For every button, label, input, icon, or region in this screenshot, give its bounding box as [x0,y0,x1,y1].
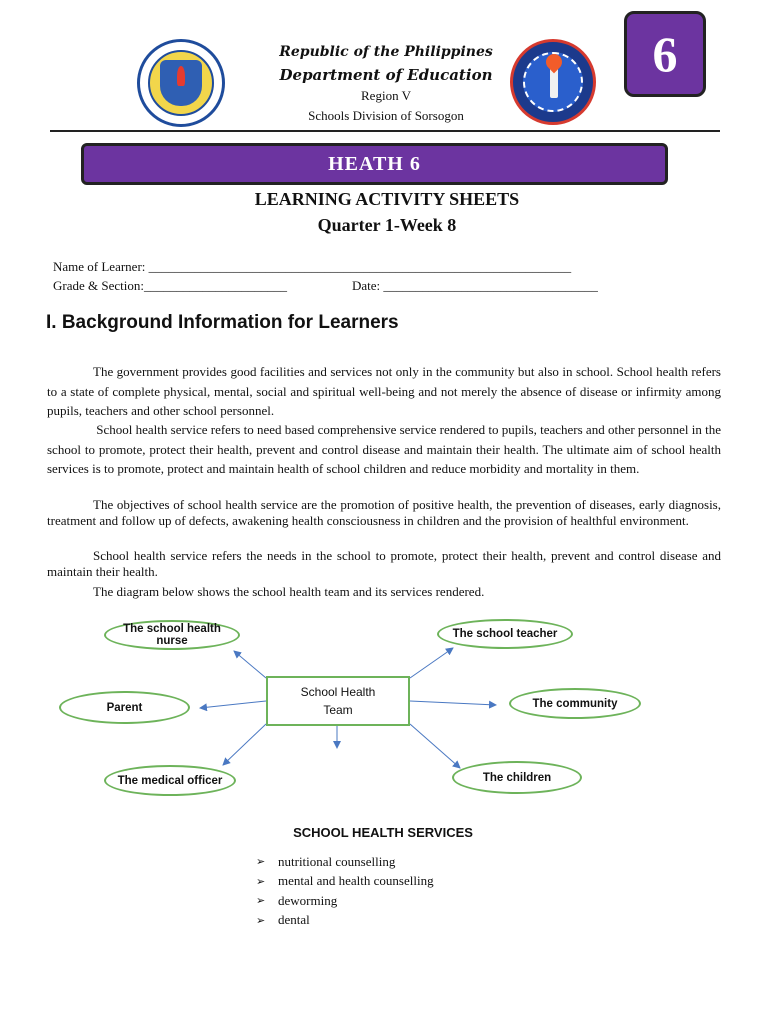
list-item [256,911,434,931]
arrow-to-children [410,724,460,768]
arrow-to-nurse [234,651,266,678]
list-item [256,872,434,892]
service-label: nutritional counselling [278,853,396,869]
list-item [256,852,434,872]
node-medical-officer: The medical officer [104,765,236,796]
paragraph-3-text: The objectives of school health service are the promotion of positive health, the prevention of diseases, early diagnosis, treatment and follow up of defects, awakening health consciousness in children and the provision of healthful environment. [47,497,721,528]
node-children: The children [452,761,582,794]
service-label: mental and health counselling [278,873,434,889]
arrow-bullet-icon: ➢ [256,874,266,888]
learner-name-field: Name of Learner: _________________________________________________________________ [53,259,572,274]
service-label: deworming [278,892,338,908]
paragraph-1-text: The government provides good facilities and services not only in the community but also in school. School health refers to a state of complete physical, mental, social and spiritual well-being and not merely the absence of disease or infirmity among pupils, teachers and other school personnel. [47,364,721,418]
paragraph-5-text: The diagram below shows the school health team and its services rendered. [93,584,485,599]
grade-number-badge: 6 [624,11,706,97]
arrow-to-parent [200,701,266,708]
quarter-title: Quarter 1-Week 8 [317,215,457,235]
date-field: Date: _________________________________ [352,278,598,293]
arrow-to-teacher [410,648,453,678]
grade-section-field: Grade & Section:______________________ [53,278,287,293]
node-school-health-nurse: The school health nurse [104,620,240,650]
center-label-line2: Team [323,703,353,717]
header-republic: Republic of the Philippines [279,44,493,60]
center-label-line1: School Health [300,685,376,699]
arrow-to-medical-officer [223,724,266,765]
header-region: Region V [361,88,411,103]
arrow-bullet-icon: ➢ [256,855,266,869]
service-label: dental [278,912,310,928]
paragraph-2-text: School health service refers to need based comprehensive service rendered to pupils, teachers and other personnel in the school to promote, protect their health, prevent and control disease and maintain their health. The ultimate aim of school health services is to promote, protect and maintain health of school children and reduce morbidity and mortality in them. [47,422,721,476]
node-school-teacher: The school teacher [437,619,573,649]
header-department: Department of Education [279,66,493,84]
node-community: The community [509,688,641,719]
section-heading: I. Background Information for Learners [46,312,399,333]
paragraph-4-text: School health service refers the needs in the school to promote, protect their health, prevent and control disease and maintain their health. [47,548,721,579]
school-health-team-box [266,676,410,726]
services-list [256,852,434,930]
arrow-to-community [410,701,496,705]
subject-title-bar: HEATH 6 [81,143,668,185]
arrow-bullet-icon: ➢ [256,894,266,908]
header-division: Schools Division of Sorsogon [308,108,464,123]
sheet-title: LEARNING ACTIVITY SHEETS [254,189,520,209]
list-item [256,891,434,911]
node-parent: Parent [59,691,190,724]
arrow-bullet-icon: ➢ [256,913,266,927]
services-heading: SCHOOL HEALTH SERVICES [293,825,473,840]
